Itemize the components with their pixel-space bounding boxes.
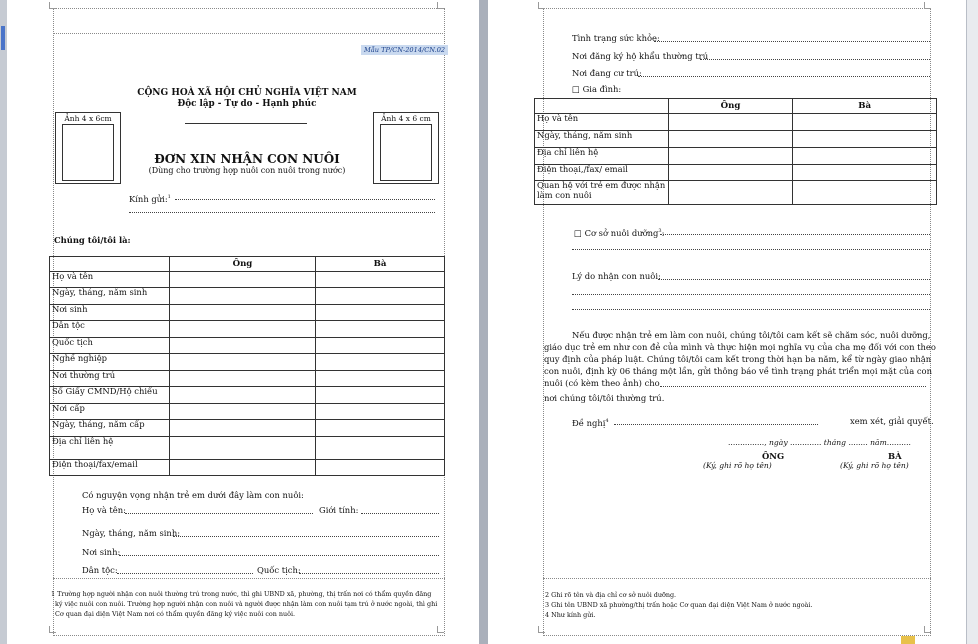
commitment-line-6: nơi chúng tôi/tôi thường trú. <box>544 393 665 403</box>
kinh-gui-line-2[interactable] <box>129 212 435 213</box>
ba-cell[interactable] <box>793 181 937 205</box>
row-label: Nghề nghiệp <box>50 354 170 371</box>
photo-label: Ảnh 4 x 6 cm <box>381 114 431 123</box>
republic-heading: CỘNG HOÀ XÃ HỘI CHỦ NGHĨA VIỆT NAM <box>137 88 357 98</box>
ong-cell[interactable] <box>169 437 315 460</box>
commitment-line-5: nuôi (có kèm theo ảnh) cho <box>544 378 660 388</box>
ruler-tab-marker[interactable] <box>1 26 5 50</box>
ethnicity-line[interactable] <box>117 573 253 574</box>
sign-instruction-right: (Ký, ghi rõ họ tên) <box>840 461 909 470</box>
ong-cell[interactable] <box>169 354 315 371</box>
document-page-2 <box>488 0 966 644</box>
care-facility-line[interactable] <box>660 234 930 235</box>
date-line[interactable]: ..............., ngày ............. tháng ........ năm.......... <box>728 438 911 447</box>
ong-cell[interactable] <box>169 288 315 305</box>
ba-cell[interactable] <box>316 338 445 354</box>
crop-mark <box>538 2 545 9</box>
residence-line[interactable] <box>638 76 930 77</box>
row-label: Điện thoại,/fax/ email <box>535 165 669 181</box>
child-name-line[interactable] <box>125 513 313 514</box>
row-label: Họ và tên <box>535 114 669 131</box>
ong-cell[interactable] <box>169 387 315 404</box>
row-label: Họ và tên <box>50 272 170 288</box>
ong-cell[interactable] <box>169 420 315 437</box>
ba-cell[interactable] <box>793 148 937 165</box>
ba-cell[interactable] <box>316 272 445 288</box>
ethnicity-label: Dân tộc: <box>82 565 118 575</box>
ong-cell[interactable] <box>169 460 315 476</box>
row-label: Địa chỉ liên hệ <box>535 148 669 165</box>
footnote-1-line-1: 1 Trường hợp người nhận con nuôi thường trú trong nước, thì ghi UBND xã, phường, thị trấn nơi có thẩm quyền đăng <box>51 590 432 598</box>
ong-cell[interactable] <box>169 371 315 387</box>
child-name-label: Họ và tên: <box>82 505 126 515</box>
crop-mark <box>924 2 931 9</box>
footnote-3: 3 Ghi tên UBND xã phường/thị trấn hoặc Cơ quan đại diện Việt Nam ở nước ngoài. <box>545 601 813 609</box>
applicant-table <box>49 256 445 476</box>
crop-mark <box>924 626 931 633</box>
ba-cell[interactable] <box>793 165 937 181</box>
ba-cell[interactable] <box>316 305 445 321</box>
household-line[interactable] <box>700 59 930 60</box>
column-ong: Ông <box>169 257 315 272</box>
de-nghi-label: Đề nghị$^4$ <box>572 417 609 428</box>
table-corner <box>50 257 170 272</box>
table-corner <box>535 99 669 114</box>
ba-cell[interactable] <box>316 437 445 460</box>
footnote-1-line-3: Cơ quan đại diện Việt Nam nơi có thẩm quyền đăng ký việc nuôi con nuôi. <box>55 610 296 618</box>
reason-line-2[interactable] <box>572 294 930 295</box>
nationality-label: Quốc tịch: <box>257 565 301 575</box>
footer-boundary <box>53 578 445 579</box>
footer-boundary <box>543 578 931 579</box>
household-label: Nơi đăng ký hộ khẩu thường trú <box>572 51 709 61</box>
form-code-badge: Mẫu TP/CN-2014/CN.02 <box>361 45 448 55</box>
de-nghi-line[interactable] <box>614 424 818 425</box>
ba-cell[interactable] <box>793 131 937 148</box>
nationality-line[interactable] <box>299 573 439 574</box>
ba-cell[interactable] <box>316 387 445 404</box>
row-label: Nơi thường trú <box>50 371 170 387</box>
ong-cell[interactable] <box>169 338 315 354</box>
left-margin-strip <box>0 0 7 644</box>
footnote-1-line-2: ký việc nuôi con nuôi. Trường hợp người nhận con nuôi và người được nhận làm con nuôi tạm trú ở nước ngoài, thì ghi <box>55 600 438 608</box>
ba-cell[interactable] <box>316 288 445 305</box>
ba-cell[interactable] <box>316 420 445 437</box>
row-label: Điện thoại/fax/email <box>50 460 170 476</box>
crop-mark <box>538 626 545 633</box>
ong-cell[interactable] <box>668 114 793 131</box>
health-status-line[interactable] <box>654 41 930 42</box>
crop-mark <box>49 2 56 9</box>
motto-underline <box>185 123 307 124</box>
commitment-line-3: quy định của pháp luật. Chúng tôi/tôi cam kết trong thời hạn ba năm, kể từ ngày giao nhận <box>544 354 932 364</box>
column-ong: Ông <box>668 99 793 114</box>
form-subtitle: (Dùng cho trường hợp nuôi con nuôi trong nước) <box>148 166 346 175</box>
row-label: Ngày, tháng, năm sinh <box>535 131 669 148</box>
reason-line[interactable] <box>658 279 930 280</box>
document-page-1 <box>7 0 479 644</box>
row-label: Dân tộc <box>50 321 170 338</box>
health-status-label: Tình trạng sức khỏe: <box>572 33 660 43</box>
care-facility-line-2[interactable] <box>572 249 930 250</box>
report-recipient-line[interactable] <box>660 386 926 387</box>
crop-mark <box>437 626 444 633</box>
signer-ong: ÔNG <box>762 451 785 461</box>
ong-cell[interactable] <box>668 131 793 148</box>
form-title: ĐƠN XIN NHẬN CON NUÔI <box>154 152 340 166</box>
ong-cell[interactable] <box>169 321 315 338</box>
row-label: Địa chỉ liên hệ <box>50 437 170 460</box>
vertical-scrollbar[interactable] <box>966 0 978 644</box>
ba-cell[interactable] <box>316 404 445 420</box>
ba-cell[interactable] <box>316 354 445 371</box>
commitment-line-4: con nuôi, định kỳ 06 tháng một lần, gửi thông báo về tình trạng phát triển mọi mặt của con <box>544 366 932 376</box>
ong-cell[interactable] <box>169 305 315 321</box>
ba-cell[interactable] <box>316 321 445 338</box>
ong-cell[interactable] <box>668 148 793 165</box>
nguyen-vong-text: Có nguyện vọng nhận trẻ em dưới đây làm con nuôi: <box>82 490 304 500</box>
gender-line[interactable] <box>361 513 439 514</box>
ong-cell[interactable] <box>169 404 315 420</box>
family-table <box>534 98 937 205</box>
xem-xet-text: xem xét, giải quyết. <box>850 416 934 426</box>
kinh-gui-line[interactable] <box>175 199 435 200</box>
birthplace-label: Nơi sinh: <box>82 547 121 557</box>
birthplace-line[interactable] <box>119 555 439 556</box>
commitment-line-1: Nếu được nhận trẻ em làm con nuôi, chúng tôi/tôi cam kết sẽ chăm sóc, nuôi dưỡng, <box>572 330 931 340</box>
row-label: Quốc tịch <box>50 338 170 354</box>
motto: Độc lập - Tự do - Hạnh phúc <box>177 99 317 109</box>
status-indicator-icon <box>901 636 915 644</box>
crop-mark <box>437 2 444 9</box>
commitment-line-2: giáo dục trẻ em như con đẻ của mình và thực hiện mọi nghĩa vụ của cha mẹ đối với con theo <box>544 342 936 352</box>
care-facility-option[interactable]: □ Cơ sở nuôi dưỡng$^3$: <box>574 227 665 238</box>
ong-cell[interactable] <box>169 272 315 288</box>
header-boundary <box>53 33 445 34</box>
reason-label: Lý do nhận con nuôi: <box>572 271 661 281</box>
ong-cell[interactable] <box>668 181 793 205</box>
birthdate-label: Ngày, tháng, năm sinh: <box>82 528 181 538</box>
crop-mark <box>49 626 56 633</box>
ba-cell[interactable] <box>793 114 937 131</box>
reason-line-3[interactable] <box>572 309 930 310</box>
column-ba: Bà <box>316 257 445 272</box>
signer-ba: BÀ <box>888 451 902 461</box>
footnote-2: 2 Ghi rõ tên và địa chỉ cơ sở nuôi dưỡng. <box>545 591 677 599</box>
row-label: Ngày, tháng, năm sinh <box>50 288 170 305</box>
photo-label: Ảnh 4 x 6cm <box>64 114 112 123</box>
chung-toi-label: Chúng tôi/tôi là: <box>54 235 131 245</box>
row-label: Nơi cấp <box>50 404 170 420</box>
sign-instruction-left: (Ký, ghi rõ họ tên) <box>703 461 772 470</box>
row-label: Quan hệ với trẻ em được nhận làm con nuôi <box>535 181 669 205</box>
family-option[interactable]: □ Gia đình: <box>572 84 622 94</box>
row-label: Ngày, tháng, năm cấp <box>50 420 170 437</box>
ong-cell[interactable] <box>668 165 793 181</box>
page-gutter <box>479 0 488 644</box>
row-label: Số Giấy CMND/Hộ chiếu <box>50 387 170 404</box>
gender-label: Giới tính: <box>319 505 359 515</box>
ba-cell[interactable] <box>316 371 445 387</box>
residence-label: Nơi đang cư trú: <box>572 68 642 78</box>
row-label: Nơi sinh <box>50 305 170 321</box>
column-ba: Bà <box>793 99 937 114</box>
kinh-gui-label: Kính gửi:$^1$ <box>129 193 171 204</box>
ba-cell[interactable] <box>316 460 445 476</box>
birthdate-line[interactable] <box>173 536 439 537</box>
footnote-4: 4 Như kính gửi. <box>545 611 596 619</box>
